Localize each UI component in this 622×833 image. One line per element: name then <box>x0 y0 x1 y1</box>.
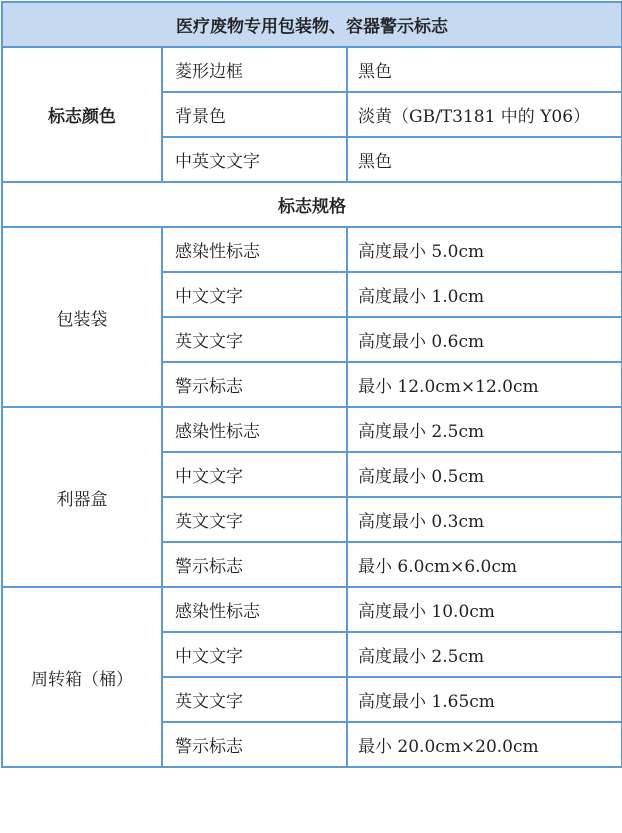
value-cell: 黑色 <box>347 137 622 182</box>
item-cell: 中文文字 <box>162 632 347 677</box>
item-cell: 警示标志 <box>162 362 347 407</box>
color-section-label: 标志颜色 <box>2 47 162 182</box>
value-cell: 高度最小 2.5cm <box>347 407 622 452</box>
item-cell: 中英文文字 <box>162 137 347 182</box>
value-cell: 高度最小 0.3cm <box>347 497 622 542</box>
value-cell: 高度最小 0.5cm <box>347 452 622 497</box>
value-cell: 高度最小 0.6cm <box>347 317 622 362</box>
table-row <box>2 407 622 452</box>
table-row <box>2 587 622 632</box>
item-cell: 感染性标志 <box>162 407 347 452</box>
spec-table <box>1 1 622 768</box>
item-cell: 英文文字 <box>162 497 347 542</box>
table-row <box>2 227 622 272</box>
item-cell: 中文文字 <box>162 452 347 497</box>
value-cell: 最小 20.0cm×20.0cm <box>347 722 622 767</box>
value-cell: 高度最小 1.65cm <box>347 677 622 722</box>
item-cell: 感染性标志 <box>162 587 347 632</box>
value-cell: 黑色 <box>347 47 622 92</box>
value-cell: 最小 12.0cm×12.0cm <box>347 362 622 407</box>
item-cell: 中文文字 <box>162 272 347 317</box>
item-cell: 警示标志 <box>162 722 347 767</box>
value-cell: 高度最小 2.5cm <box>347 632 622 677</box>
group-label-turnover-box: 周转箱（桶） <box>2 587 162 767</box>
title-row <box>2 2 622 47</box>
spec-section-header: 标志规格 <box>2 182 622 227</box>
value-cell: 高度最小 1.0cm <box>347 272 622 317</box>
item-cell: 警示标志 <box>162 542 347 587</box>
table-title: 医疗废物专用包装物、容器警示标志 <box>2 2 622 47</box>
value-cell: 高度最小 10.0cm <box>347 587 622 632</box>
value-cell: 淡黄（GB/T3181 中的 Y06） <box>347 92 622 137</box>
item-cell: 菱形边框 <box>162 47 347 92</box>
table-row <box>2 47 622 92</box>
item-cell: 感染性标志 <box>162 227 347 272</box>
item-cell: 背景色 <box>162 92 347 137</box>
value-cell: 高度最小 5.0cm <box>347 227 622 272</box>
group-label-bag: 包装袋 <box>2 227 162 407</box>
item-cell: 英文文字 <box>162 677 347 722</box>
group-label-sharps-box: 利器盒 <box>2 407 162 587</box>
item-cell: 英文文字 <box>162 317 347 362</box>
spec-header-row <box>2 182 622 227</box>
value-cell: 最小 6.0cm×6.0cm <box>347 542 622 587</box>
